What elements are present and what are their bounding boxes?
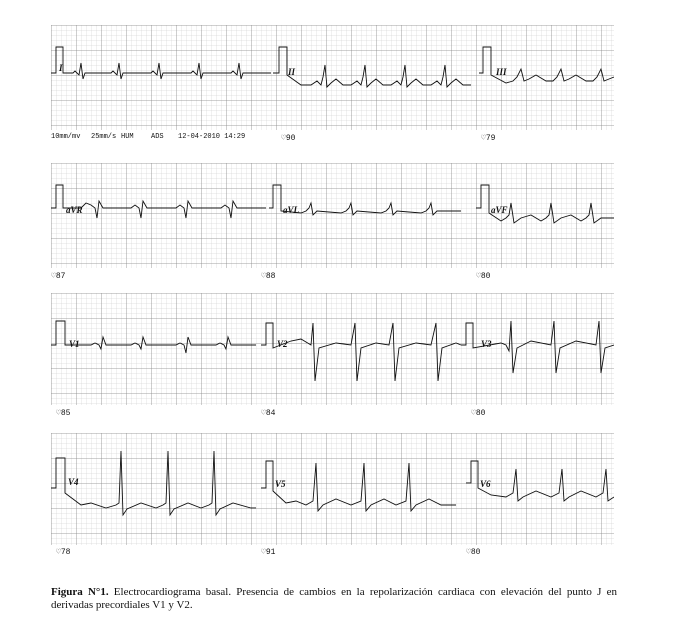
ecg-hr-row-4 <box>51 547 614 559</box>
ecg-grid-3 <box>51 293 614 405</box>
lead-label-V6: V6 <box>480 479 491 489</box>
caption-text: Electrocardiograma basal. Presencia de cambios en la repolarización cardiaca con elevación del punto J en derivadas precordiales V1 y V2. <box>51 586 618 611</box>
ecg-grid-4 <box>51 433 614 545</box>
heart-rate-4b <box>261 547 275 557</box>
lead-label-aVR: aVR <box>66 205 83 215</box>
heart-icon: ♡ <box>481 134 486 143</box>
heart-icon: ♡ <box>261 548 266 557</box>
ecg-hr-row-3 <box>51 408 614 420</box>
speed-text: 25mm/s <box>91 133 117 141</box>
heart-icon: ♡ <box>261 272 266 281</box>
heart-icon: ♡ <box>51 272 56 281</box>
figure-caption <box>51 586 617 612</box>
ecg-header-row <box>51 133 614 145</box>
heart-rate-2a <box>51 271 65 281</box>
heart-rate-value: 80 <box>475 409 486 418</box>
heart-rate-value: 80 <box>480 272 491 281</box>
heart-rate-1b <box>481 133 495 143</box>
lead-label-V4: V4 <box>68 477 79 487</box>
heart-icon: ♡ <box>466 548 471 557</box>
scale-text: 10mm/mv <box>51 133 81 141</box>
heart-icon: ♡ <box>471 409 476 418</box>
datetime-text: 12-04-2010 14:29 <box>178 133 246 141</box>
ecg-grid-1 <box>51 25 614 130</box>
heart-rate-value: 84 <box>265 409 276 418</box>
lead-label-aVL: aVL <box>283 205 300 215</box>
heart-rate-3a <box>56 408 70 418</box>
heart-rate-2c <box>476 271 490 281</box>
heart-icon: ♡ <box>281 134 286 143</box>
lead-label-I: I <box>59 63 63 73</box>
ecg-hr-row-2 <box>51 271 614 283</box>
heart-rate-value: 87 <box>55 272 66 281</box>
heart-rate-value: 91 <box>265 548 276 557</box>
heart-icon: ♡ <box>261 409 266 418</box>
heart-rate-value: 80 <box>470 548 481 557</box>
ecg-grid-2 <box>51 163 614 268</box>
ecg-strip-2 <box>51 163 614 268</box>
heart-icon: ♡ <box>56 548 61 557</box>
lead-label-V5: V5 <box>275 479 286 489</box>
filter-text: HUM <box>121 133 134 141</box>
ecg-strip-3 <box>51 293 614 405</box>
heart-icon: ♡ <box>476 272 481 281</box>
lead-label-III: III <box>496 67 507 77</box>
heart-rate-value: 90 <box>285 134 296 143</box>
heart-rate-value: 79 <box>485 134 496 143</box>
heart-rate-1a <box>281 133 295 143</box>
heart-rate-4c <box>466 547 480 557</box>
lead-label-aVF: aVF <box>491 205 508 215</box>
heart-rate-value: 88 <box>265 272 276 281</box>
heart-icon: ♡ <box>56 409 61 418</box>
lead-label-V1: V1 <box>69 339 80 349</box>
heart-rate-4a <box>56 547 70 557</box>
caption-label: Figura N°1. <box>51 586 109 598</box>
lead-label-V3: V3 <box>481 339 492 349</box>
mode-text: ADS <box>151 133 164 141</box>
lead-label-II: II <box>288 67 296 77</box>
heart-rate-value: 78 <box>60 548 71 557</box>
heart-rate-3c <box>471 408 485 418</box>
heart-rate-value: 85 <box>60 409 71 418</box>
lead-label-V2: V2 <box>277 339 288 349</box>
heart-rate-2b <box>261 271 275 281</box>
ecg-strip-4 <box>51 433 614 545</box>
heart-rate-3b <box>261 408 275 418</box>
ecg-strip-1 <box>51 25 614 130</box>
